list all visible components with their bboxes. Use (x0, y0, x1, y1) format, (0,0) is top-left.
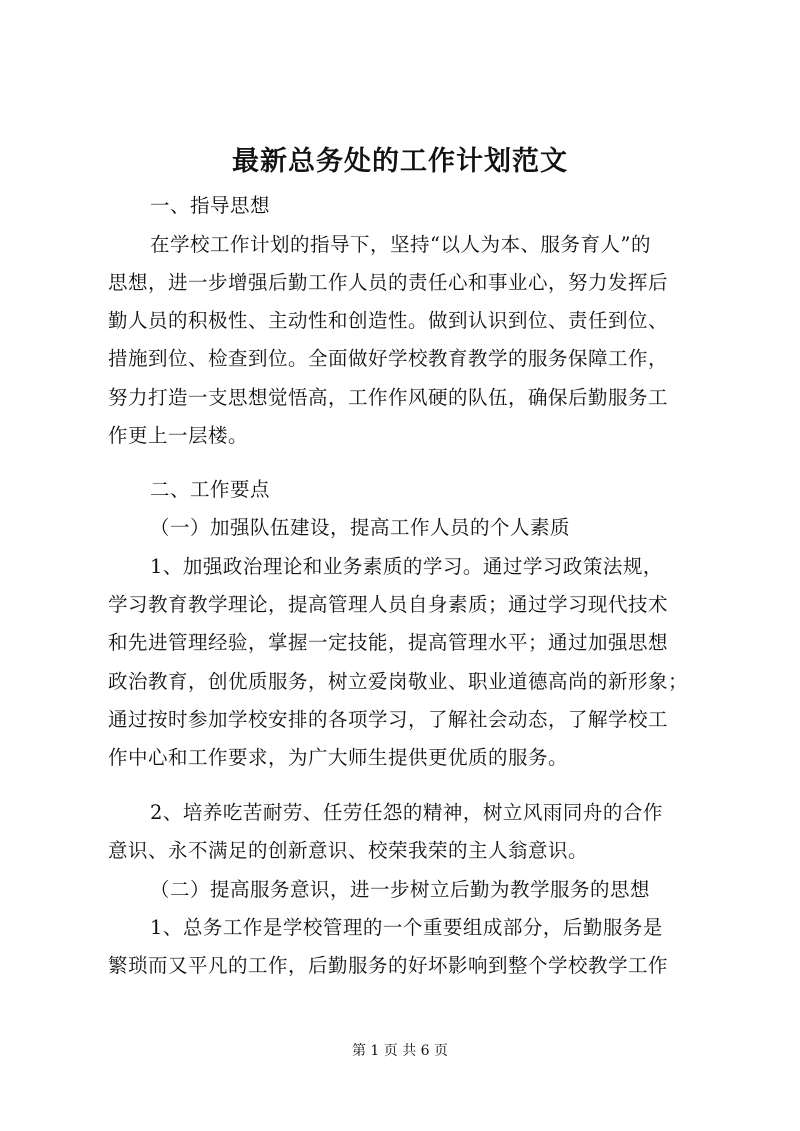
paragraph-line: 作中心和工作要求，为广大师生提供更优质的服务。 (108, 746, 569, 769)
paragraph-line: 1、总务工作是学校管理的一个重要组成部分，后勤服务是 (150, 916, 663, 939)
section-heading-guiding-thought: 一、指导思想 (150, 194, 271, 217)
paragraph-line: 学习教育教学理论，提高管理人员自身素质；通过学习现代技术 (108, 593, 669, 616)
paragraph-line: 勤人员的积极性、主动性和创造性。做到认识到位、责任到位、 (108, 309, 669, 332)
paragraph-line: 1、加强政治理论和业务素质的学习。通过学习政策法规， (150, 555, 663, 578)
paragraph-line: 思想，进一步增强后勤工作人员的责任心和事业心，努力发挥后 (108, 271, 669, 294)
paragraph-line: 2、培养吃苦耐劳、任劳任怨的精神，树立风雨同舟的合作 (150, 801, 663, 824)
document-title: 最新总务处的工作计划范文 (232, 146, 568, 177)
subsection-heading-service-awareness: （二）提高服务意识，进一步树立后勤为教学服务的思想 (150, 878, 651, 901)
page-number-footer: 第 1 页 共 6 页 (351, 1043, 449, 1059)
paragraph-line: 意识、永不满足的创新意识、校荣我荣的主人翁意识。 (108, 839, 589, 862)
paragraph-line: 措施到位、检查到位。全面做好学校教育教学的服务保障工作， (108, 347, 669, 370)
paragraph-line: 作更上一层楼。 (108, 424, 249, 447)
paragraph-line: 通过按时参加学校安排的各项学习，了解社会动态，了解学校工 (108, 708, 669, 731)
paragraph-line: 努力打造一支思想觉悟高，工作作风硬的队伍，确保后勤服务工 (108, 386, 669, 409)
subsection-heading-team-building: （一）加强队伍建设，提高工作人员的个人素质 (150, 516, 571, 539)
paragraph-line: 在学校工作计划的指导下，坚持“以人为本、服务育人”的 (150, 233, 651, 256)
paragraph-line: 和先进管理经验，掌握一定技能，提高管理水平；通过加强思想 (108, 631, 669, 654)
paragraph-line: 政治教育，创优质服务，树立爱岗敬业、职业道德高尚的新形象； (108, 670, 689, 693)
section-heading-work-points: 二、工作要点 (150, 478, 271, 501)
paragraph-line: 繁琐而又平凡的工作，后勤服务的好坏影响到整个学校教学工作 (108, 954, 669, 977)
